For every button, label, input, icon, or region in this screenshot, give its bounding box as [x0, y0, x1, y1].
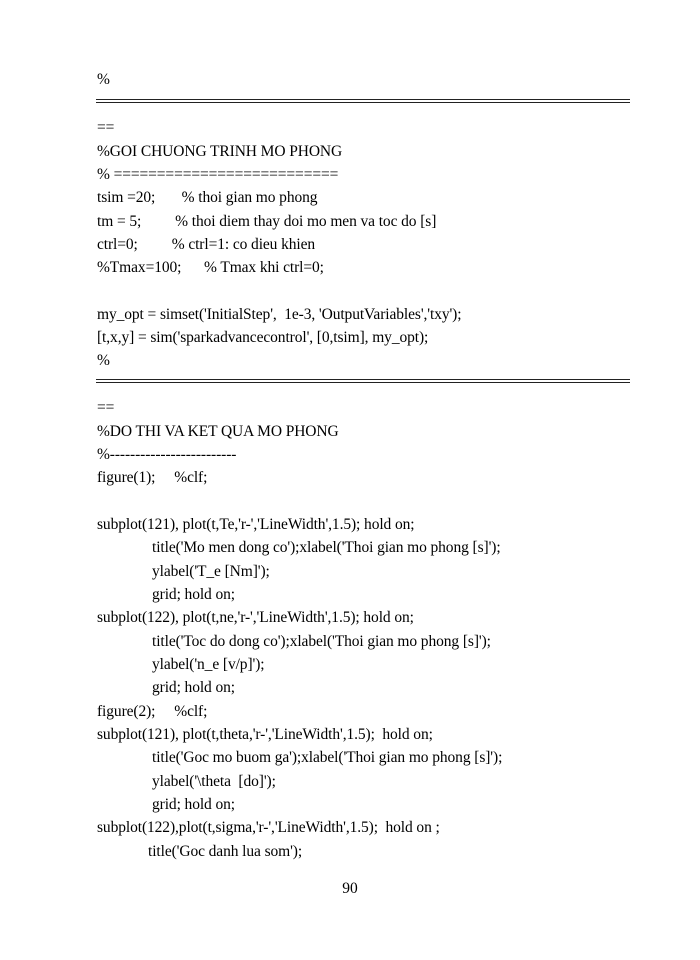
- code-line: title('Mo men dong co');xlabel('Thoi gian mo phong [s]');: [152, 539, 501, 556]
- code-line: ylabel('\theta [do]');: [152, 773, 276, 790]
- code-line: subplot(122),plot(t,sigma,'r-','LineWidth',1.5); hold on ;: [97, 819, 440, 836]
- code-line: [t,x,y] = sim('sparkadvancecontrol', [0,tsim], my_opt);: [97, 329, 429, 346]
- code-line: title('Goc danh lua som');: [148, 843, 303, 860]
- code-line: subplot(121), plot(t,Te,'r-','LineWidth',1.5); hold on;: [97, 516, 415, 533]
- code-line: tm = 5; % thoi diem thay doi mo men va toc do [s]: [97, 213, 437, 230]
- code-line: %Tmax=100; % Tmax khi ctrl=0;: [97, 259, 324, 276]
- code-line: title('Goc mo buom ga');xlabel('Thoi gian mo phong [s]');: [152, 749, 503, 766]
- separator-rule: [96, 99, 630, 100]
- code-line: figure(2); %clf;: [97, 703, 208, 720]
- code-line: %: [97, 352, 110, 369]
- code-line: title('Toc do dong co');xlabel('Thoi gian mo phong [s]');: [152, 633, 491, 650]
- code-line: %GOI CHUONG TRINH MO PHONG: [97, 143, 343, 160]
- code-line: grid; hold on;: [152, 796, 235, 813]
- code-line: subplot(121), plot(t,theta,'r-','LineWidth',1.5); hold on;: [97, 726, 433, 743]
- code-line: %: [97, 71, 110, 88]
- code-line: subplot(122), plot(t,ne,'r-','LineWidth',1.5); hold on;: [97, 609, 414, 626]
- code-line: figure(1); %clf;: [97, 469, 208, 486]
- separator-rule: [96, 379, 630, 380]
- code-line: tsim =20; % thoi gian mo phong: [97, 189, 318, 206]
- code-line: grid; hold on;: [152, 679, 235, 696]
- code-line: ylabel('n_e [v/p]');: [152, 656, 265, 673]
- code-line: % ==========================: [97, 166, 339, 183]
- code-line: ==: [97, 399, 115, 416]
- code-line: my_opt = simset('InitialStep', 1e-3, 'OutputVariables','txy');: [97, 306, 462, 323]
- code-line: %DO THI VA KET QUA MO PHONG: [97, 423, 339, 440]
- code-line: %-------------------------: [97, 446, 237, 463]
- page-number: 90: [342, 880, 358, 897]
- code-line: ctrl=0; % ctrl=1: co dieu khien: [97, 236, 316, 253]
- code-line: grid; hold on;: [152, 586, 235, 603]
- code-line: ==: [97, 119, 115, 136]
- code-line: ylabel('T_e [Nm]');: [152, 563, 270, 580]
